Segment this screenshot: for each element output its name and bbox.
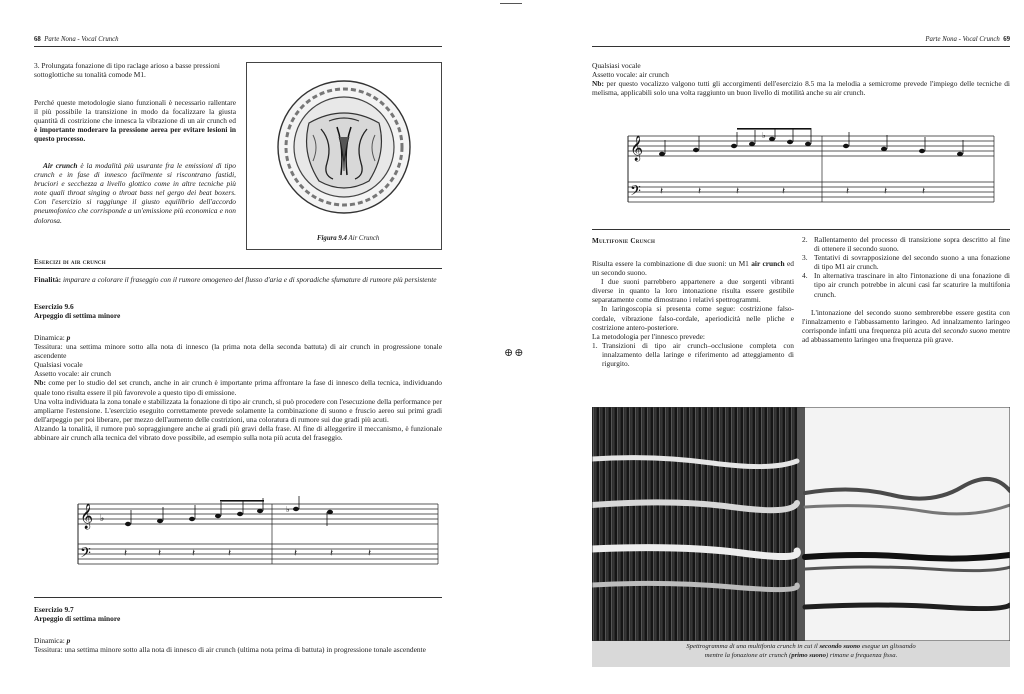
- larynx-illustration: [247, 63, 441, 233]
- list-item: 4. In alternativa trascinare in alto l'intonazione di una fonazione di tipo air crunch potrebbe in alcuni casi far scaturire la multifonia crunch.: [802, 271, 1010, 299]
- left-running-head: [34, 36, 119, 43]
- svg-text:𝄢: 𝄢: [630, 183, 641, 203]
- section-title-air-crunch: Esercizi di air crunch: [34, 258, 106, 266]
- section-rule: [34, 268, 442, 269]
- spectrogram-image: [592, 407, 1010, 641]
- right-running-title: Parte Nona - Vocal Crunch: [925, 36, 1000, 43]
- left-running-title: Parte Nona - Vocal Crunch: [44, 36, 119, 43]
- list-item: 1. Transizioni di tipo air crunch–occlusione completa con innalzamento della laringe e riferimento ad atteggiamento di rigurgito.: [592, 340, 794, 369]
- exercise-9-6-body: Dinamica: p Tessitura: una settima minore sotto alla nota di innesco (la prima nota della seconda battuta) di air crunch in progressione tonale ascendente Qualsiasi vocale Assetto vocale: air crunch Nb: come per lo studio del set crunch, anche in air crunch è importante prima affrontare la fase di innesco della tecnica, individuando quale tono risulta essere il più favorevole a questo tipo di emissione. Una volta individuata la zona tonale e stabilizzata la fonazione di tipo air crunch, si può procedere con l'esecuzione della performance per ampliarne l'estensione. L'esercizio eseguito correttamente prevede solamente la combinazione di suono e fruscio aereo sui primi gradi dell'arpeggio per poi liberare, per mezzo dell'aumento delle costrizioni, una coloratura di rumore sui due gradi più acuti. Alzando la tonalità, il rumore può sopraggiungere anche ai gradi più gravi della frase. Al fine di alleggerire il meccanismo, è funzionale abbinare air crunch alla tecnica del vibrato dove possibile, ad esempio sulla nota più acuta del fraseggio.: [34, 333, 442, 443]
- svg-text:𝄽: 𝄽: [884, 186, 888, 197]
- svg-text:𝄽: 𝄽: [294, 548, 298, 559]
- svg-text:♭: ♭: [762, 131, 766, 140]
- svg-text:𝄽: 𝄽: [158, 548, 162, 559]
- svg-text:𝄽: 𝄽: [782, 186, 786, 197]
- intro-list-item: 3. Prolungata fonazione di tipo raclage arioso a basse pressioni sottoglottiche su tonalità comode M1.: [34, 61, 220, 80]
- right-section-top-rule: [592, 229, 1010, 230]
- svg-text:𝄽: 𝄽: [192, 548, 196, 559]
- multifonie-column-1: Risulta essere la combinazione di due suoni: un M1 air crunch ed un secondo suono. I due suoni parrebbero appartenere a due sorgenti vibranti diverse in quanto la loro intonazione risulta essere gestibile separatamente come dimostrano i relativi spettrogrammi. In laringoscopia si presenta come segue: costrizione falso-cordale, vibrazione falso-cordale, aperiodicità nelle pliche e costrizione antero-posteriore. La metodologia per l'innesco prevede: 1. Transizioni di tipo air crunch–occlusione completa con innalzamento della laringe e riferimento ad atteggiamento di rigurgito.: [592, 259, 794, 369]
- svg-text:𝄽: 𝄽: [124, 548, 128, 559]
- svg-text:𝄞: 𝄞: [630, 136, 644, 161]
- svg-text:𝄽: 𝄽: [660, 186, 664, 197]
- score-exercise-right: [622, 124, 1000, 208]
- figure-9-4: [246, 62, 442, 250]
- spectrogram-graphic: [592, 407, 1010, 641]
- svg-text:𝄞: 𝄞: [80, 504, 94, 529]
- list-item: 2. Rallentamento del processo di transizione sopra descritto al fine di ottenere il secondo suono.: [802, 235, 1010, 254]
- spectrogram-caption: Spettrogramma di una multifonia crunch in cui il secondo suono esegue un glissando mentre la fonazione air crunch (primo suono) rimane a frequenza fissa.: [592, 641, 1010, 667]
- svg-text:𝄽: 𝄽: [330, 548, 334, 559]
- exercise-9-7-title: Esercizio 9.7 Arpeggio di settima minore: [34, 605, 121, 624]
- svg-text:𝄽: 𝄽: [846, 186, 850, 197]
- exercise-9-6-title: Esercizio 9.6 Arpeggio di settima minore: [34, 302, 121, 321]
- right-page: [512, 0, 1024, 694]
- right-exercise-notes: Qualsiasi vocale Assetto vocale: air crunch Nb: per questo vocalizzo valgono tutti gli accorgimenti dell'esercizio 8.5 ma la melodia a semicrome prevede l'impiego delle tecniche di melisma, applicabili solo una volta raggiunto un buon livello di motilità anche su air crunch.: [592, 61, 1010, 98]
- methodology-paragraph: Perché queste metodologie siano funzionali è necessario rallentare il più possibile la transizione in modo da focalizzare la giusta quantità di costrizione che innesca la vibrazione di un air crunch ed è importante moderare la pressione aerea per evitare lesioni in questo processo.: [34, 98, 236, 144]
- exercise-9-7-body: Dinamica: p Tessitura: una settima minore sotto alla nota di innesco di air crunch (ultima nota prima di battuta) in progressione tonale ascendente: [34, 636, 426, 655]
- svg-text:𝄢: 𝄢: [80, 545, 91, 565]
- finalita: Finalità: imparare a colorare il fraseggio con il rumore omogeneo del flusso d'aria e di sporadiche sfumature di rumore più persistente: [34, 275, 437, 284]
- svg-text:♭: ♭: [100, 514, 105, 524]
- figure-caption: Figura 9.4 Air Crunch: [317, 235, 380, 242]
- svg-text:𝄽: 𝄽: [698, 186, 702, 197]
- air-crunch-paragraph: Air crunch è la modalità più usurante fra le emissioni di tipo crunch e in fase di innesco facilmente si riscontrano fastidi, bruciori e secchezza a livello glottico come in altre tecniche più note quali throat singing o throat bass nel gergo dei beat boxers. Con l'esercizio si raggiunge il giusto equilibrio dell'accordo pneumofonico che corrisponde a un'emissione più economica e non dolorosa.: [34, 161, 236, 225]
- right-page-number: 69: [1003, 36, 1010, 43]
- multifonie-column-2: 2. Rallentamento del processo di transizione sopra descritto al fine di ottenere il secondo suono. 3. Tentativi di sovrapposizione del secondo suono a una fonazione di tipo M1 air crunch. 4. In alternativa trascinare in alto l'intonazione di una fonazione di tipo air crunch potrebbe in alcuni casi far scaturire la multifonia crunch. L'intonazione del secondo suono sembrerebbe essere gestita con l'innalzamento e l'abbassamento laringeo. Ad innalzamento laringeo corrisponde infatti una frequenza più acuta del secondo suono mentre ad abbassamento laringeo una frequenza più grave.: [802, 235, 1010, 344]
- right-header-rule: [592, 46, 1010, 47]
- svg-text:𝄽: 𝄽: [736, 186, 740, 197]
- section-title-multifonie: Multifonie Crunch: [592, 237, 656, 245]
- svg-text:𝄽: 𝄽: [922, 186, 926, 197]
- crop-marks: ⊕⊕: [504, 347, 525, 359]
- list-item: 3. Tentativi di sovrapposizione del secondo suono a una fonazione di tipo M1 air crunch.: [802, 253, 1010, 272]
- svg-text:𝄽: 𝄽: [228, 548, 232, 559]
- svg-text:♭: ♭: [286, 505, 290, 514]
- svg-text:𝄽: 𝄽: [368, 548, 372, 559]
- score-exercise-9-6: [68, 494, 446, 570]
- left-page-number: 68: [34, 36, 41, 43]
- exercise-separator-rule: [34, 597, 442, 598]
- right-running-head: [925, 36, 1010, 43]
- left-header-rule: [34, 46, 442, 47]
